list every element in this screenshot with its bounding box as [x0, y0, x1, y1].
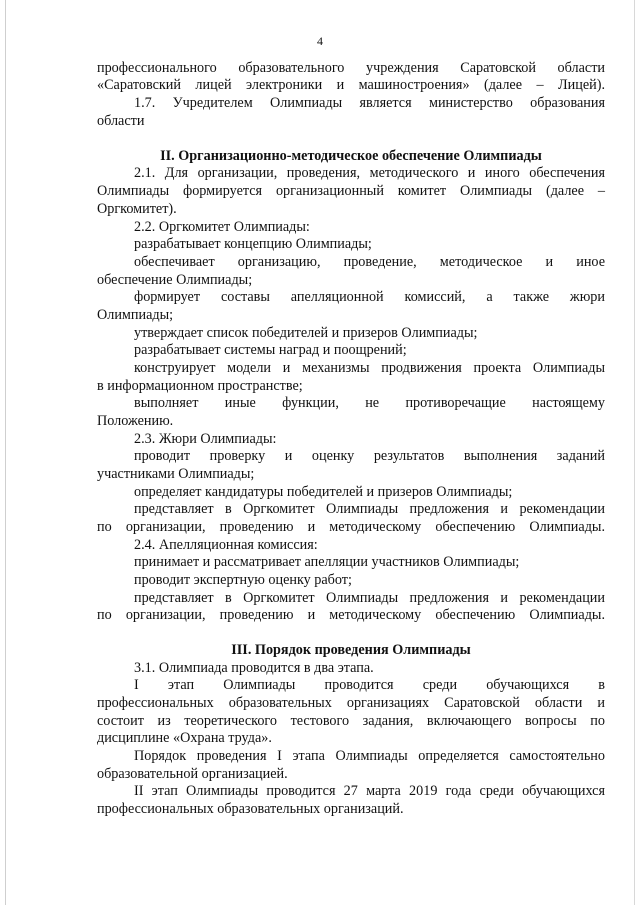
section-heading-3: III. Порядок проведения Олимпиады: [231, 642, 471, 658]
text-line: профессионального образовательного учреждения Саратовской области: [97, 60, 605, 76]
text-line: проводит проверку и оценку результатов выполнения заданий: [134, 448, 605, 464]
text-line: представляет в Оргкомитет Олимпиады предложения и рекомендации: [134, 501, 605, 517]
page-number: 4: [317, 34, 323, 48]
text-line: Положению.: [97, 413, 174, 429]
scan-edge-left: [5, 0, 6, 905]
section-heading-2: II. Организационно-методическое обеспечение Олимпиады: [160, 148, 542, 164]
text-line: определяет кандидатуры победителей и призеров Олимпиады;: [134, 484, 513, 500]
text-line: представляет в Оргкомитет Олимпиады предложения и рекомендации: [134, 590, 605, 606]
text-line: формирует составы апелляционной комиссий, а также жюри: [134, 289, 605, 305]
text-line: профессиональных образовательных организаций.: [97, 801, 404, 817]
text-line: дисциплине «Охрана труда».: [97, 730, 272, 746]
text-line: по организации, проведению и методическому обеспечению Олимпиады.: [97, 519, 605, 535]
text-line: обеспечение Олимпиады;: [97, 272, 253, 288]
text-line: Олимпиады;: [97, 307, 174, 323]
text-line: состоит из теоретического тестового задания, включающего вопросы по: [97, 713, 605, 729]
text-line: в информационном пространстве;: [97, 378, 303, 394]
text-line: II этап Олимпиады проводится 27 марта 2019 года среди обучающихся: [134, 783, 605, 799]
text-line: Порядок проведения I этапа Олимпиады определяется самостоятельно: [134, 748, 605, 764]
text-line: принимает и рассматривает апелляции участников Олимпиады;: [134, 554, 520, 570]
text-line: утверждает список победителей и призеров Олимпиады;: [134, 325, 478, 341]
text-line: 1.7. Учредителем Олимпиады является министерство образования: [134, 95, 605, 111]
text-line: обеспечивает организацию, проведение, методическое и иное: [134, 254, 605, 270]
text-line: профессиональных образовательных организациях Саратовской области и: [97, 695, 605, 711]
text-line: 2.1. Для организации, проведения, методического и иного обеспечения: [134, 165, 605, 181]
text-line: «Саратовский лицей электроники и машиностроения» (далее – Лицей).: [97, 77, 605, 93]
text-line: конструирует модели и механизмы продвижения проекта Олимпиады: [134, 360, 605, 376]
text-line: разрабатывает системы наград и поощрений;: [134, 342, 407, 358]
text-line: 2.2. Оргкомитет Олимпиады:: [134, 219, 310, 235]
text-line: участниками Олимпиады;: [97, 466, 255, 482]
scan-edge-right: [634, 0, 635, 905]
text-line: проводит экспертную оценку работ;: [134, 572, 352, 588]
text-line: области: [97, 113, 145, 129]
text-line: по организации, проведению и методическому обеспечению Олимпиады.: [97, 607, 605, 623]
text-line: разрабатывает концепцию Олимпиады;: [134, 236, 372, 252]
text-line: выполняет иные функции, не противоречащие настоящему: [134, 395, 605, 411]
text-line: образовательной организацией.: [97, 766, 288, 782]
text-line: I этап Олимпиады проводится среди обучающихся в: [134, 677, 605, 693]
text-line: 3.1. Олимпиада проводится в два этапа.: [134, 660, 374, 676]
text-line: 2.3. Жюри Олимпиады:: [134, 431, 277, 447]
text-line: Оргкомитет).: [97, 201, 177, 217]
text-line: 2.4. Апелляционная комиссия:: [134, 537, 318, 553]
text-line: Олимпиады формируется организационный комитет Олимпиады (далее –: [97, 183, 605, 199]
